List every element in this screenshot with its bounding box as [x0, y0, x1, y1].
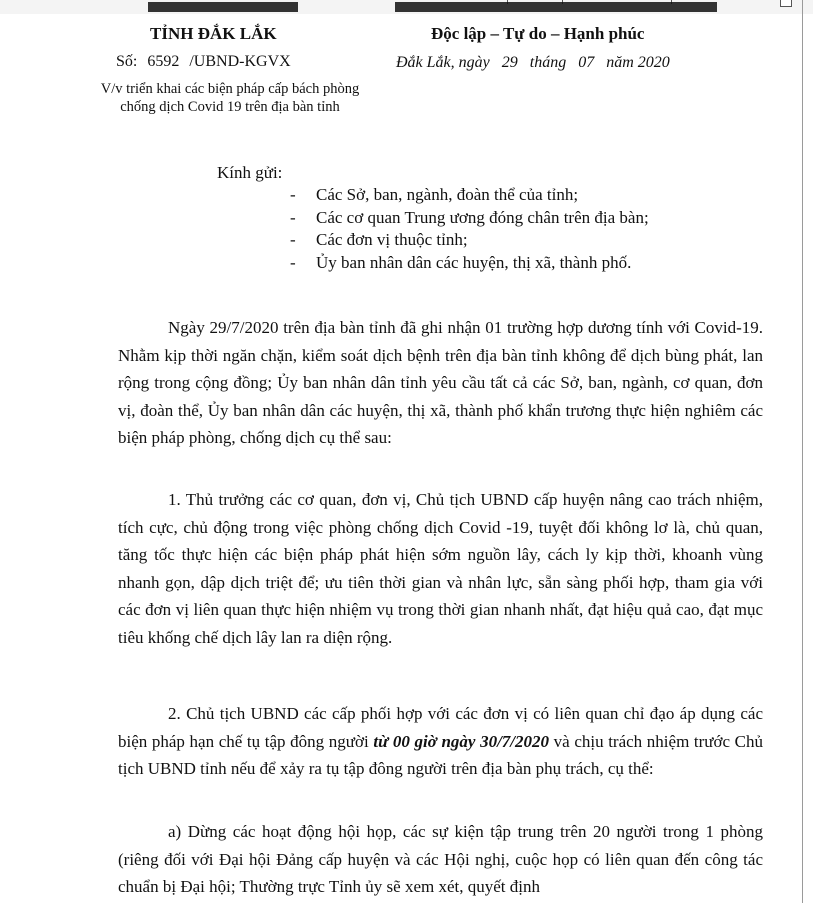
cutoff-heading-left: [148, 2, 298, 12]
paragraph-item-1: [118, 486, 763, 651]
recipient-text: Các Sở, ban, ngành, đoàn thể của tỉnh;: [316, 185, 579, 204]
recipient-item: - Các đơn vị thuộc tỉnh;: [290, 230, 468, 249]
date-month: 07: [578, 54, 595, 71]
salutation: Kính gửi:: [217, 163, 283, 182]
doc-code: /UBND-KGVX: [189, 53, 291, 70]
issue-date: [396, 54, 670, 72]
agency-name: TỈNH ĐẮK LẮK: [150, 24, 277, 43]
paragraph-item-2: [118, 700, 763, 783]
paragraph-text: Ngày 29/7/2020 trên địa bàn tỉnh đã ghi nhận 01 trường hợp dương tính với Covid-19. Nhằm kịp thời ngăn chặn, kiểm soát dịch bệnh trên địa bàn tỉnh không để dịch bùng phát, lan rộng trong cộng đồng; Ủy ban nhân dân tỉnh yêu cầu tất cả các Sở, ban, ngành, cơ quan, đơn vị, đoàn thể, Ủy ban nhân dân các huyện, thị xã, thành phố khẩn trương thực hiện nghiêm các biện pháp phòng, chống dịch cụ thể sau:: [118, 318, 763, 447]
paragraph-intro: [118, 314, 763, 452]
emphasized-time: từ 00 giờ ngày 30/7/2020: [373, 731, 550, 751]
doc-number-label: Số:: [116, 53, 138, 70]
date-prefix: Đắk Lắk, ngày: [396, 54, 490, 71]
recipient-item: - Các cơ quan Trung ương đóng chân trên địa bàn;: [290, 207, 649, 227]
recipient-text: Các cơ quan Trung ương đóng chân trên địa bàn;: [316, 207, 649, 227]
recipient-list: [290, 184, 649, 274]
document-number: [116, 53, 291, 71]
paragraph-text: 2. Chủ tịch UBND các cấp phối hợp với các đơn vị có liên quan chỉ đạo áp dụng các biện pháp hạn chế tụ tập đông người: [118, 704, 763, 751]
date-year: năm 2020: [606, 54, 670, 71]
paragraph-text: 1. Thủ trưởng các cơ quan, đơn vị, Chủ tịch UBND cấp huyện nâng cao trách nhiệm, tích cực, chủ động trong việc phòng chống dịch Covid -19, tuyệt đối không lơ là, chủ quan, tăng tốc thực hiện các biện pháp phát hiện sớm nguồn lây, cách ly kịp thời, khoanh vùng nhanh gọn, dập dịch triệt để; ưu tiên thời gian và nhân lực, sẵn sàng phối hợp, tham gia với các đơn vị liên quan thực hiện nhiệm vụ trong thời gian nhanh nhất, đạt hiệu quả cao, đạt mục tiêu khống chế dịch lây lan ra diện rộng.: [118, 490, 763, 647]
document-subject: V/v triển khai các biện pháp cấp bách phòng chống dịch Covid 19 trên địa bàn tỉnh: [100, 81, 360, 115]
cutoff-heading-right: [395, 2, 717, 12]
paragraph-text: và chịu trách nhiệm trước Chủ tịch UBND tỉnh nếu để xảy ra tụ tập đông người trên địa bàn phụ trách, cụ thể:: [118, 731, 764, 778]
recipient-text: Các đơn vị thuộc tỉnh;: [316, 230, 468, 249]
page-right-edge: [802, 0, 803, 903]
date-month-label: tháng: [529, 54, 567, 71]
recipient-text: Ủy ban nhân dân các huyện, thị xã, thành phố.: [316, 252, 632, 272]
date-day: 29: [501, 54, 518, 71]
doc-number-value: 6592: [147, 53, 180, 70]
paragraph-text: a) Dừng các hoạt động hội họp, các sự kiện tập trung trên 20 người trong 1 phòng (riêng đối với Đại hội Đảng cấp huyện và các Hội nghị, cuộc họp có liên quan đến công tác chuẩn bị Đại hội; Thường trực Tỉnh ủy sẽ xem xét, quyết định: [118, 822, 763, 896]
toolbar-box-icon: [780, 0, 792, 7]
recipient-item: - Ủy ban nhân dân các huyện, thị xã, thành phố.: [290, 252, 632, 272]
recipient-item: - Các Sở, ban, ngành, đoàn thể của tỉnh;: [290, 185, 579, 204]
national-motto: Độc lập – Tự do – Hạnh phúc: [431, 24, 645, 43]
paragraph-item-2a: [118, 818, 763, 901]
